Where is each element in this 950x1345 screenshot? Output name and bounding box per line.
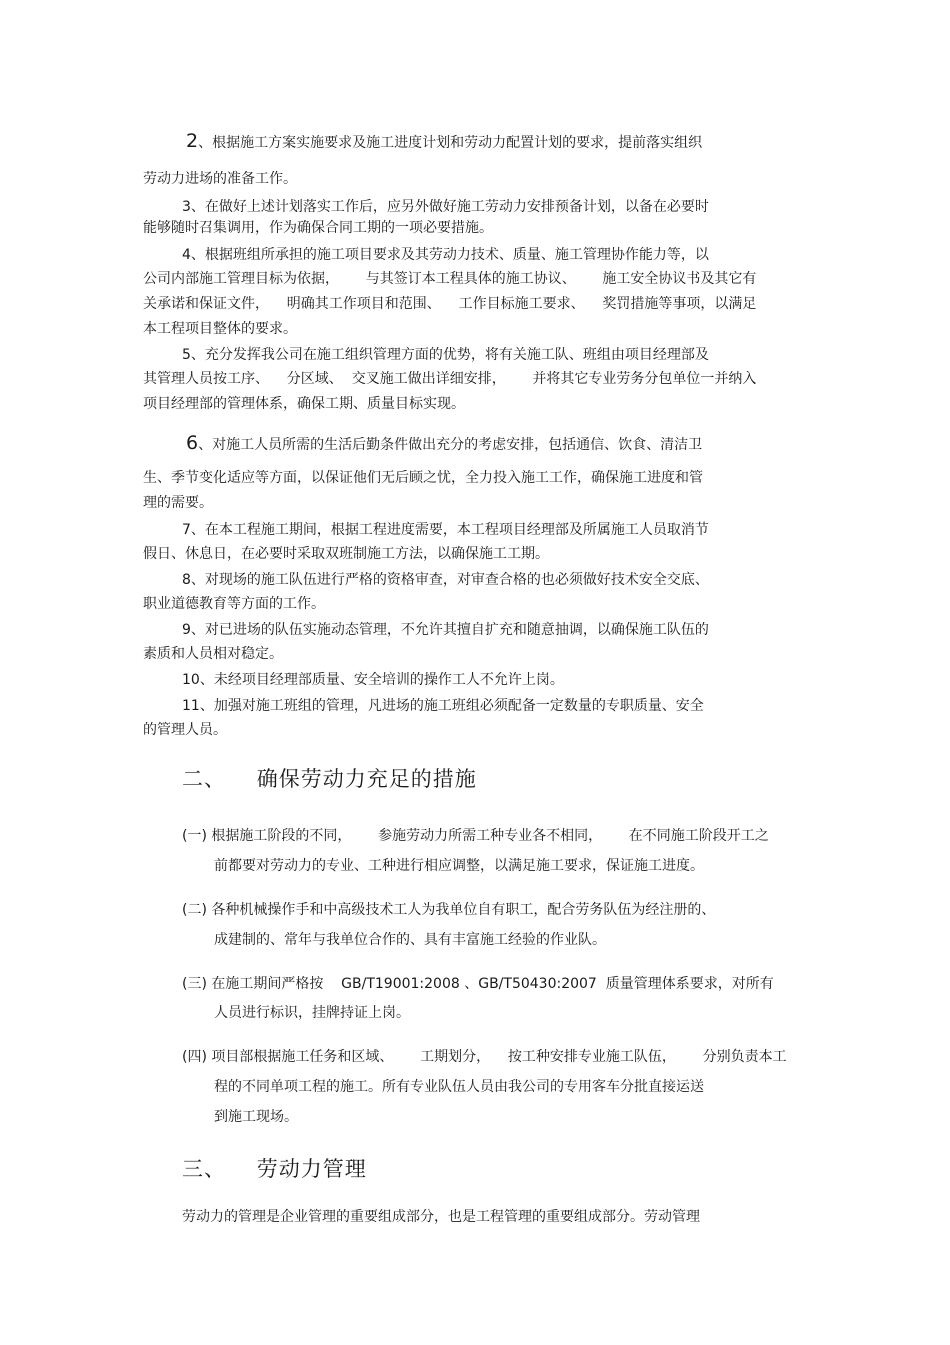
section-2-heading: 二、 确保劳动力充足的措施 xyxy=(182,767,477,791)
paragraph-7-line-2: 假日、休息日，在必要时采取双班制施工方法，以确保施工工期。 xyxy=(143,546,549,562)
paragraph-9-line-1: 9、对已进场的队伍实施动态管理，不允许其擅自扩充和随意抽调，以确保施工队伍的 xyxy=(182,622,709,638)
paragraph-6-number: 6 xyxy=(186,432,199,454)
section-2-item-4-line-2: 程的不同单项工程的施工。所有专业队伍人员由我公司的专用客车分批直接运送 xyxy=(214,1079,704,1095)
paragraph-4-line-1: 4、根据班组所承担的施工项目要求及其劳动力技术、质量、施工管理协作能力等，以 xyxy=(182,247,709,263)
section-2-item-2-line-1: (二) 各种机械操作手和中高级技术工人为我单位自有职工，配合劳务队伍为经注册的、 xyxy=(182,902,716,918)
paragraph-4-line-4: 本工程项目整体的要求。 xyxy=(143,321,297,337)
paragraph-11-line-2: 的管理人员。 xyxy=(143,722,227,738)
paragraph-9-line-2: 素质和人员相对稳定。 xyxy=(143,646,283,662)
paragraph-3-line-1: 3、在做好上述计划落实工作后，应另外做好施工劳动力安排预备计划，以备在必要时 xyxy=(182,199,709,215)
section-2-item-4-line-1: (四) 项目部根据施工任务和区域、 工期划分， 按工种安排专业施工队伍， 分别负责本工 xyxy=(182,1049,787,1065)
paragraph-11-line-1: 11、加强对施工班组的管理，凡进场的施工班组必须配备一定数量的专职质量、安全 xyxy=(182,698,704,714)
section-2-item-2-line-2: 成建制的、常年与我单位合作的、具有丰富施工经验的作业队。 xyxy=(214,932,606,948)
paragraph-5-line-2: 其管理人员按工序、 分区域、 交叉施工做出详细安排， 并将其它专业劳务分包单位一并纳入 xyxy=(143,371,757,387)
section-2-item-3-line-1: (三) 在施工期间严格按 GB/T19001:2008 、GB/T50430:2007 质量管理体系要求，对所有 xyxy=(182,976,774,992)
section-2-item-1-line-2: 前都要对劳动力的专业、工种进行相应调整，以满足施工要求，保证施工进度。 xyxy=(214,858,704,874)
paragraph-3-line-2: 能够随时召集调用，作为确保合同工期的一项必要措施。 xyxy=(143,220,493,236)
section-2-item-3-line-2: 人员进行标识，挂牌持证上岗。 xyxy=(214,1005,410,1021)
section-3-heading: 三、 劳动力管理 xyxy=(182,1157,367,1181)
paragraph-6-line-2: 生、季节变化适应等方面，以保证他们无后顾之忧，全力投入施工工作，确保施工进度和管 xyxy=(143,470,703,486)
paragraph-6-line-3: 理的需要。 xyxy=(143,495,213,511)
paragraph-8-line-1: 8、对现场的施工队伍进行严格的资格审查，对审查合格的也必须做好技术安全交底、 xyxy=(182,572,709,588)
paragraph-7-line-1: 7、在本工程施工期间，根据工程进度需要，本工程项目经理部及所属施工人员取消节 xyxy=(182,522,709,538)
paragraph-6-line-1: 6、对施工人员所需的生活后勤条件做出充分的考虑安排，包括通信、饮食、清洁卫 xyxy=(186,432,703,454)
paragraph-2-number: 2 xyxy=(186,130,199,152)
paragraph-5-line-3: 项目经理部的管理体系，确保工期、质量目标实现。 xyxy=(143,396,465,412)
paragraph-4-line-2: 公司内部施工管理目标为依据， 与其签订本工程具体的施工协议、 施工安全协议书及其它有 xyxy=(143,271,757,287)
paragraph-5-line-1: 5、充分发挥我公司在施工组织管理方面的优势，将有关施工队、班组由项目经理部及 xyxy=(182,347,709,363)
paragraph-2-line-1: 2、根据施工方案实施要求及施工进度计划和劳动力配置计划的要求，提前落实组织 xyxy=(186,130,703,152)
paragraph-4-line-3: 关承诺和保证文件， 明确其工作项目和范围、 工作目标施工要求、 奖罚措施等事项，以满足 xyxy=(143,296,757,312)
paragraph-2-line-2: 劳动力进场的准备工作。 xyxy=(143,171,297,187)
section-3-line-1: 劳动力的管理是企业管理的重要组成部分，也是工程管理的重要组成部分。劳动管理 xyxy=(182,1209,700,1225)
paragraph-10-line-1: 10、未经项目经理部质量、安全培训的操作工人不允许上岗。 xyxy=(182,672,564,688)
section-2-item-4-line-3: 到施工现场。 xyxy=(214,1109,298,1125)
paragraph-8-line-2: 职业道德教育等方面的工作。 xyxy=(143,596,325,612)
section-2-item-1-line-1: (一) 根据施工阶段的不同， 参施劳动力所需工种专业各不相同， 在不同施工阶段开工之 xyxy=(182,828,769,844)
